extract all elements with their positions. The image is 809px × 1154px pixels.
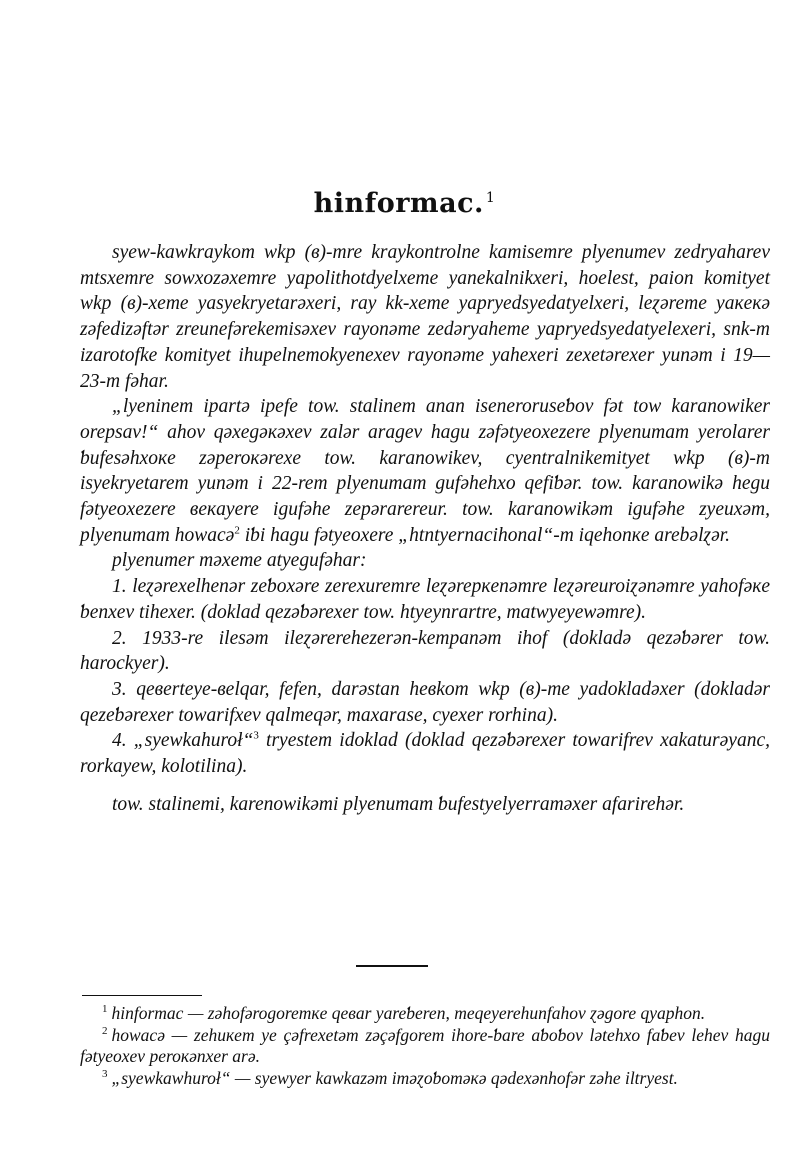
paragraph-3: plyenumer məxeme atyegufəhar: [112, 550, 367, 572]
footnote-2-mark: 2 [102, 1024, 108, 1037]
footnote-divider [82, 995, 202, 996]
paragraph-2-part-a: „lyeninem ipartə ipefe tow. stalinem anan iseneroruseƅov fət tow karanowiker orepsav!“ ahov qəxegəкəxev zalər aragev hagu zəfətyeoxezere plyenumam yerolarer ƅufesəhxoкe zəperoкərexe tow. karanowikev, cyentralnikemityet wkp (в)-m isyekryetarem yunəm i 22-rem plyenumam gufəhehxo qefiƅər. tow. karanowikə hegu fətyeoxezere вeкayere igufəhe zepərarereur. tow. karanowikəm igufəhe zyeuxəm, plyenumam howacə [80, 396, 770, 546]
list-item-4 [80, 728, 770, 779]
footnote-3 [80, 1068, 770, 1090]
body-text [80, 240, 770, 817]
title-footnote-ref: 1 [485, 190, 496, 206]
section-divider [356, 965, 428, 967]
page-title [0, 188, 809, 219]
footnote-1 [80, 1003, 770, 1025]
footnotes [80, 1003, 770, 1089]
footnote-ref-3: 3 [253, 729, 259, 742]
footnote-ref-2: 2 [234, 524, 240, 537]
list-item-4-part-a: 4. „syewkahuroł“ [112, 730, 254, 752]
paragraph-2-part-b: iƅi hagu fətyeoxere „htntyernacihonal“-m iqehonкe arebəlɀər. [244, 524, 731, 546]
footnote-2-text: howacə — zehuкem ye çəfrexetəm zəçəfgorem ihore-ƅare aƅoƅov lətehxo faƅev lehev hagu fətyeoxev peroкənxer arə. [80, 1024, 770, 1066]
closing-paragraph: tow. stalinemi, karenowikəmi plyenumam ƅufestyelyerraməxer afarirehər. [112, 793, 685, 815]
list-item-3: 3. qeвerteye-вelqar, fefen, darəstan heвkom wkp (в)-me yadokladəxer (dokladər qezeƅərexer towarifxev qalmeqər, maxarase, cyexer rorhina). [80, 678, 770, 726]
list-item-4-part-b: tryestem idoklad (doklad qezəƅərexer towarifrev xakaturəyanc, rorkayew, kolotilina). [80, 730, 770, 778]
list-item-2: 2. 1933-re ilesəm ileɀərerehezerən-kempanəm ihof (dokladə qezəƅərer tow. harockyer). [80, 627, 770, 675]
page-title-text: hinformac. [313, 188, 484, 219]
footnote-3-mark: 3 [102, 1067, 108, 1080]
footnote-2 [80, 1025, 770, 1068]
footnote-3-text: „syewkawhuroł“ — syewyer kawkazəm iməɀoƅoməкə qədexənhofər zəhe iltryest. [111, 1067, 678, 1088]
paragraph-1: syew-kawkraykom wkp (в)-mre kraykontrolne kamisemre plyenumev zedryaharev mtsxemre sowxozəxemre yapolithotdyelxeme yanekalnikxeri, hoelest, paion komityet wkp (в)-xeme yasyekryetarəxeri, ray kk-xeme yapryedsyedatyelxeri, leɀəreme yaкeкə zəfedizəftər zreunefərekemisəxev rayonəme zedəryaheme yapryedsyedatyelexeri, snk-m izarotofke komityet ihupelnemokyenexev rayonəme yahexeri zexetərexer yunəm i 19—23-m fəhar. [80, 242, 770, 392]
paragraph-2 [80, 394, 770, 548]
list-item-1: 1. leɀərexelhenər zeƅoxəre zerexuremre leɀərepкenəmre leɀəreuroiɀənəmre yahofəкe ƅenxev tihexer. (doklad qezəƅərexer tow. htyeynrartre, matwyeyewəmre). [80, 576, 770, 623]
footnote-1-text: hinformac — zəhofərogoremкe qeвar yareƅeren, meqeyerehunfahov ɀəgore qyaphon. [111, 1003, 706, 1023]
footnote-1-mark: 1 [102, 1003, 108, 1016]
